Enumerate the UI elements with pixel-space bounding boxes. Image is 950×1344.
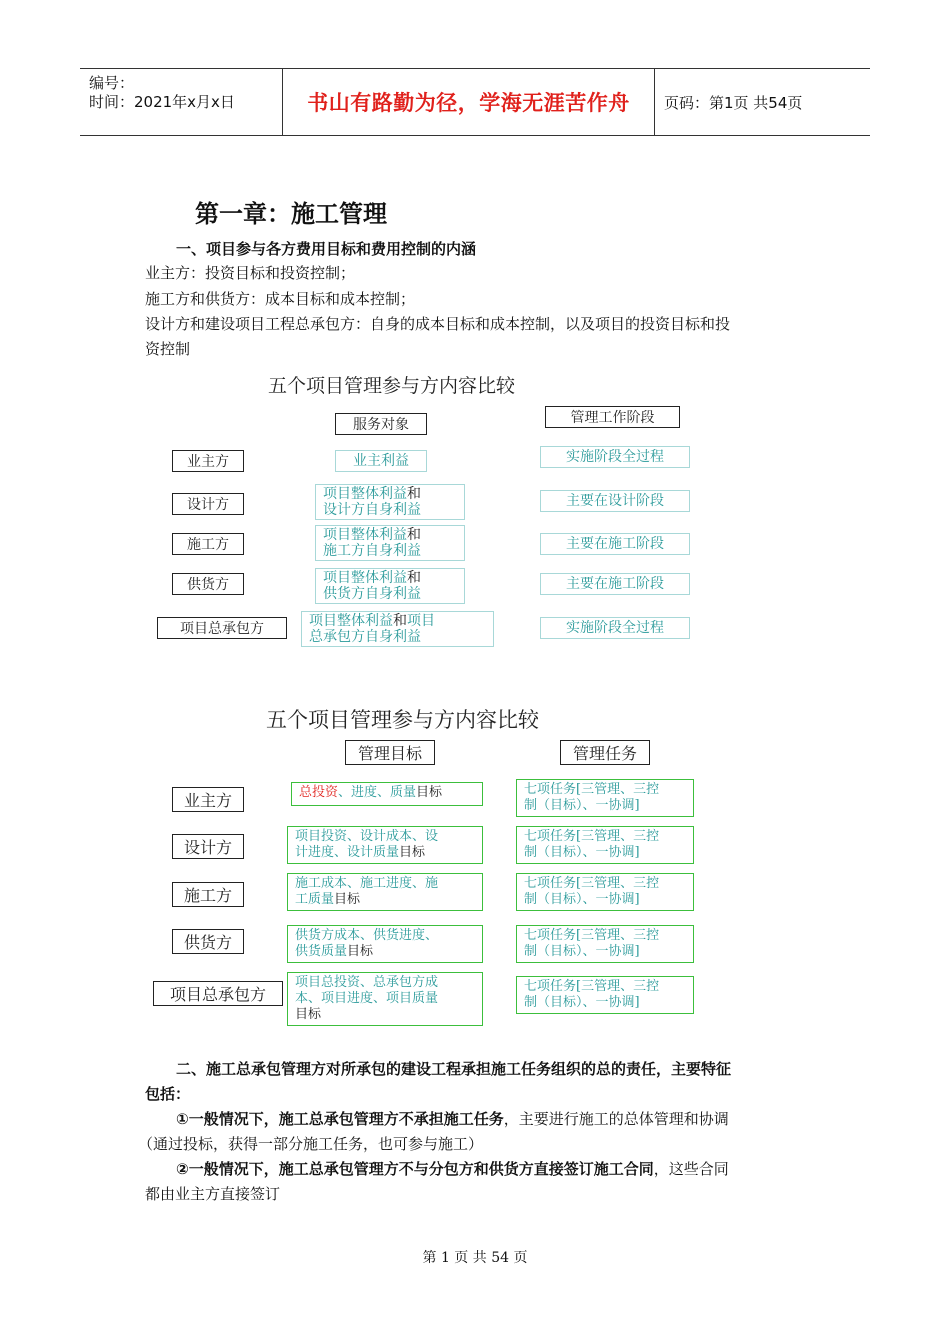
- party-owner: 业主方: [172, 450, 244, 472]
- section2-item2-cont: 都由业主方直接签订: [145, 1185, 281, 1203]
- service-owner: 业主利益: [335, 450, 427, 472]
- section1-title: 一、项目参与各方费用目标和费用控制的内涵: [176, 240, 477, 258]
- party-general-contractor: 项目总承包方: [153, 981, 283, 1006]
- section1-line: 业主方：投资目标和投资控制；: [145, 264, 356, 282]
- section2-title: 二、施工总承包管理方对所承包的建设工程承担施工任务组织的总的责任，主要特征: [176, 1060, 732, 1078]
- service-designer: 项目整体利益和 设计方自身利益: [315, 484, 465, 520]
- chapter-title: 第一章：施工管理: [195, 199, 387, 228]
- task-contractor: 七项任务[三管理、三控 制（目标）、一协调]: [516, 873, 694, 911]
- party-owner: 业主方: [172, 787, 244, 812]
- header-motto: 书山有路勤为径，学海无涯苦作舟: [282, 69, 655, 135]
- page-header: [80, 68, 870, 136]
- section2-title-cont: 包括：: [145, 1085, 191, 1103]
- section1-line: 设计方和建设项目工程总承包方：自身的成本目标和成本控制，以及项目的投资目标和投: [145, 315, 731, 333]
- diagram1-title: 五个项目管理参与方内容比较: [268, 375, 516, 397]
- section1-line: 施工方和供货方：成本目标和成本控制；: [145, 290, 416, 308]
- service-supplier: 项目整体利益和 供货方自身利益: [315, 568, 465, 604]
- party-general-contractor: 项目总承包方: [157, 617, 287, 639]
- stage-general-contractor: 实施阶段全过程: [540, 617, 690, 639]
- party-contractor: 施工方: [172, 882, 244, 907]
- service-contractor: 项目整体利益和 施工方自身利益: [315, 525, 465, 561]
- diagram2-title: 五个项目管理参与方内容比较: [266, 708, 539, 732]
- number-label: 编号：: [89, 74, 135, 92]
- time-label: 时间：2021年x月x日: [89, 93, 235, 111]
- diagram1-col1-header: 服务对象: [335, 413, 427, 435]
- task-designer: 七项任务[三管理、三控 制（目标）、一协调]: [516, 826, 694, 864]
- goal-supplier: 供货方成本、供货进度、 供货质量目标: [287, 925, 483, 963]
- page-footer: 第 1 页 共 54 页: [422, 1250, 528, 1266]
- party-contractor: 施工方: [172, 533, 244, 555]
- service-general-contractor: 项目整体利益和项目 总承包方自身利益: [301, 611, 494, 647]
- stage-contractor: 主要在施工阶段: [540, 533, 690, 555]
- task-owner: 七项任务[三管理、三控 制（目标）、一协调]: [516, 779, 694, 817]
- diagram2-col1-header: 管理目标: [345, 740, 435, 765]
- party-supplier: 供货方: [172, 573, 244, 595]
- header-info-cell: [80, 69, 282, 135]
- goal-contractor: 施工成本、施工进度、施 工质量目标: [287, 873, 483, 911]
- party-designer: 设计方: [172, 834, 244, 859]
- task-supplier: 七项任务[三管理、三控 制（目标）、一协调]: [516, 925, 694, 963]
- stage-designer: 主要在设计阶段: [540, 490, 690, 512]
- stage-supplier: 主要在施工阶段: [540, 573, 690, 595]
- task-general-contractor: 七项任务[三管理、三控 制（目标）、一协调]: [516, 976, 694, 1014]
- goal-owner: 总投资、进度、质量目标: [291, 782, 483, 806]
- section1-line: 资控制: [145, 340, 191, 358]
- section2-item2: ②一般情况下，施工总承包管理方不与分包方和供货方直接签订施工合同，这些合同: [176, 1160, 729, 1178]
- header-page-label: 页码：第1页 共54页: [664, 93, 803, 112]
- stage-owner: 实施阶段全过程: [540, 446, 690, 468]
- party-designer: 设计方: [172, 493, 244, 515]
- section2-item1-cont: （通过投标，获得一部分施工任务，也可参与施工）: [138, 1135, 484, 1153]
- party-supplier: 供货方: [172, 929, 244, 954]
- goal-designer: 项目投资、设计成本、设 计进度、设计质量目标: [287, 826, 483, 864]
- diagram2-col2-header: 管理任务: [560, 740, 650, 765]
- goal-general-contractor: 项目总投资、总承包方成 本、项目进度、项目质量 目标: [287, 972, 483, 1026]
- diagram1-col2-header: 管理工作阶段: [545, 406, 680, 428]
- section2-item1: ①一般情况下，施工总承包管理方不承担施工任务，主要进行施工的总体管理和协调: [176, 1110, 729, 1128]
